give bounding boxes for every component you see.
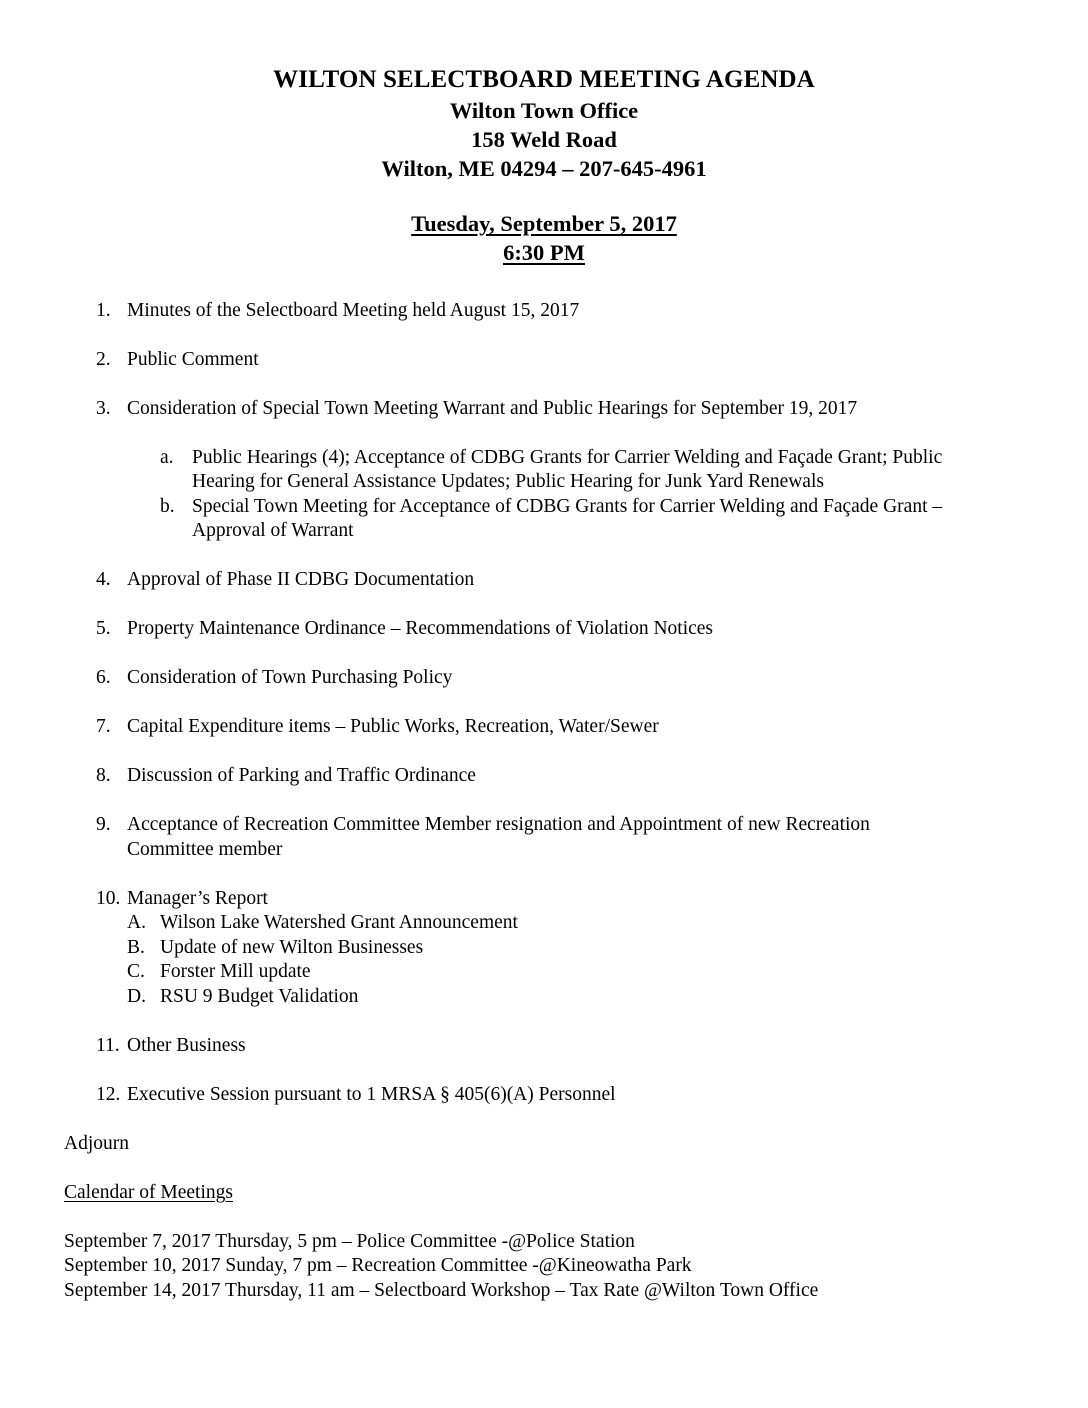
subitem-text: Forster Mill update	[160, 961, 311, 982]
agenda-item-text: Approval of Phase II CDBG Documentation	[127, 569, 475, 590]
subitem-text: RSU 9 Budget Validation	[160, 986, 359, 1007]
subitem-letter: B.	[127, 937, 145, 958]
calendar-entry: September 10, 2017 Sunday, 7 pm – Recreation Committee -@Kineowatha Park	[64, 1255, 692, 1276]
agenda-item-text: Capital Expenditure items – Public Works, Recreation, Water/Sewer	[127, 716, 659, 737]
subitem-letter: C.	[127, 961, 145, 982]
agenda-item-number: 10.	[96, 888, 121, 909]
subitem-text: Wilson Lake Watershed Grant Announcement	[160, 912, 518, 933]
agenda-item-number: 12.	[96, 1084, 121, 1105]
agenda-item-number: 8.	[96, 765, 111, 786]
agenda-item-text: Manager’s Report	[127, 888, 268, 909]
adjourn-text: Adjourn	[64, 1133, 129, 1154]
subitem-text-line: Special Town Meeting for Acceptance of CDBG Grants for Carrier Welding and Façade Grant –	[192, 496, 943, 517]
meeting-time	[0, 240, 1088, 266]
agenda-item-text: Property Maintenance Ordinance – Recommendations of Violation Notices	[127, 618, 714, 639]
meeting-date-text: Tuesday, September 5, 2017	[411, 211, 677, 236]
agenda-item-number: 3.	[96, 398, 111, 419]
agenda-item-text: Executive Session pursuant to 1 MRSA § 405(6)(A) Personnel	[127, 1084, 616, 1105]
street-address: 158 Weld Road	[471, 127, 617, 152]
agenda-item-number: 2.	[96, 349, 111, 370]
agenda-item-number: 1.	[96, 300, 111, 321]
agenda-item-number: 4.	[96, 569, 111, 590]
agenda-item-text: Discussion of Parking and Traffic Ordinance	[127, 765, 476, 786]
agenda-item-number: 6.	[96, 667, 111, 688]
agenda-item-text: Consideration of Special Town Meeting Warrant and Public Hearings for September 19, 2017	[127, 398, 858, 419]
calendar-entry: September 7, 2017 Thursday, 5 pm – Police Committee -@Police Station	[64, 1231, 635, 1252]
subitem-text-line: Hearing for General Assistance Updates; Public Hearing for Junk Yard Renewals	[192, 471, 824, 492]
agenda-item-text: Public Comment	[127, 349, 259, 370]
agenda-item-text: Other Business	[127, 1035, 246, 1056]
subitem-letter: A.	[127, 912, 146, 933]
agenda-item-number: 9.	[96, 814, 111, 835]
subitem-letter: b.	[160, 496, 175, 517]
agenda-item-text-line: Committee member	[127, 839, 283, 860]
meeting-date	[0, 211, 1088, 237]
document-title: WILTON SELECTBOARD MEETING AGENDA	[273, 66, 815, 93]
agenda-item-number: 5.	[96, 618, 111, 639]
agenda-item-number: 11.	[96, 1035, 120, 1056]
subitem-text-line: Approval of Warrant	[192, 520, 354, 541]
city-phone: Wilton, ME 04294 – 207-645-4961	[381, 156, 707, 181]
location-name: Wilton Town Office	[449, 98, 639, 123]
subitem-text: Update of new Wilton Businesses	[160, 937, 424, 958]
subitem-letter: D.	[127, 986, 146, 1007]
meeting-time-text: 6:30 PM	[503, 240, 585, 265]
agenda-item-text: Consideration of Town Purchasing Policy	[127, 667, 453, 688]
calendar-heading: Calendar of Meetings	[64, 1182, 233, 1203]
subitem-letter: a.	[160, 447, 174, 468]
subitem-text-line: Public Hearings (4); Acceptance of CDBG Grants for Carrier Welding and Façade Grant; Public	[192, 447, 943, 468]
agenda-item-text: Minutes of the Selectboard Meeting held August 15, 2017	[127, 300, 580, 321]
agenda-item-text-line: Acceptance of Recreation Committee Member resignation and Appointment of new Recreation	[127, 814, 870, 835]
agenda-item-number: 7.	[96, 716, 111, 737]
calendar-entry: September 14, 2017 Thursday, 11 am – Selectboard Workshop – Tax Rate @Wilton Town Office	[64, 1280, 819, 1301]
